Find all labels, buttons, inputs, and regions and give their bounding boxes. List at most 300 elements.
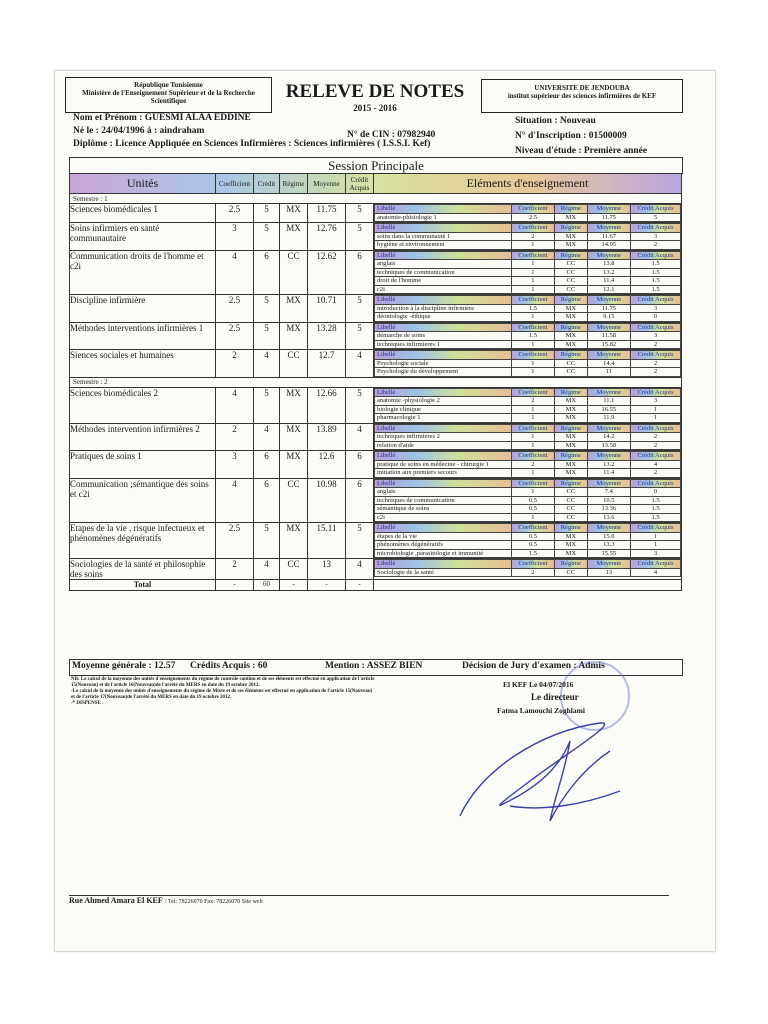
element-name: anglais — [375, 488, 512, 497]
unit-name: Pratiques de soins 1 — [70, 451, 216, 479]
transcript-sheet — [54, 70, 716, 952]
unit-average: 12.66 — [308, 387, 346, 423]
unit-regime: MX — [280, 387, 308, 423]
element-row — [375, 260, 681, 269]
col-moyenne: Moyenne — [308, 174, 346, 194]
sub-col-coefficient: Coefficient — [511, 251, 554, 260]
unit-credit: 5 — [254, 322, 280, 350]
unit-name: Sociologies de la santé et philosophie des soins — [70, 559, 216, 580]
element-average: 13.2 — [587, 460, 630, 469]
sub-col-libelle: Libellé — [375, 224, 512, 233]
unit-regime: CC — [280, 350, 308, 378]
col-regime: Régime — [280, 174, 308, 194]
element-coefficient: 1 — [511, 260, 554, 269]
element-credit: 1.5 — [631, 260, 681, 269]
sub-col-regime: Régime — [555, 251, 588, 260]
col-credit-acquis: Crédit Acquis — [346, 174, 374, 194]
sub-col-moyenne: Moyenne — [587, 452, 630, 461]
unit-row — [70, 295, 682, 323]
unit-coefficient: 2.5 — [216, 204, 254, 223]
element-row — [375, 241, 681, 250]
element-credit: 4 — [631, 568, 681, 577]
sub-col-coefficient: Coefficient — [511, 524, 554, 533]
element-coefficient: 0.5 — [511, 505, 554, 514]
unit-coefficient: 3 — [216, 223, 254, 251]
unit-average: 13.89 — [308, 423, 346, 451]
sub-col-moyenne: Moyenne — [587, 524, 630, 533]
elements-header — [375, 479, 681, 488]
element-regime: CC — [555, 277, 588, 286]
element-credit: 1.5 — [631, 285, 681, 294]
element-credit: 3 — [631, 332, 681, 341]
element-average: 13.8 — [587, 260, 630, 269]
element-name: c2i — [375, 285, 512, 294]
sub-col-libelle: Libellé — [375, 388, 512, 397]
element-name: initiation aux premiers secours — [375, 469, 512, 478]
element-average: 13.58 — [587, 441, 630, 450]
element-row — [375, 541, 681, 550]
elements-header — [375, 560, 681, 569]
sub-col-coefficient: Coefficient — [511, 323, 554, 332]
handwritten-signature — [450, 711, 630, 831]
sub-col-coefficient: Coefficient — [511, 224, 554, 233]
element-coefficient: 1 — [511, 340, 554, 349]
element-name: droit de l'homme — [375, 277, 512, 286]
element-regime: MX — [555, 460, 588, 469]
unit-name: Sciences biomédicales 2 — [70, 387, 216, 423]
element-name: déontologie -éthique — [375, 313, 512, 322]
element-average: 11.67 — [587, 232, 630, 241]
element-average: 15.82 — [587, 340, 630, 349]
element-row — [375, 505, 681, 514]
unit-coefficient: 2 — [216, 423, 254, 451]
elements-cell — [374, 250, 682, 295]
element-row — [375, 460, 681, 469]
elements-cell — [374, 451, 682, 479]
elements-cell — [374, 322, 682, 350]
unit-row — [70, 350, 682, 378]
sub-col-credit: Crédit Acquis — [631, 424, 681, 433]
grades-table — [69, 173, 682, 591]
col-elements: Eléments d'enseignement — [374, 174, 682, 194]
unit-credit: 5 — [254, 204, 280, 223]
unit-regime: MX — [280, 295, 308, 323]
unit-credit-acquired: 5 — [346, 387, 374, 423]
element-credit: 1 — [631, 541, 681, 550]
unit-coefficient: 2 — [216, 350, 254, 378]
sub-col-coefficient: Coefficient — [511, 296, 554, 305]
elements-cell — [374, 387, 682, 423]
semester-row — [70, 194, 682, 204]
unit-regime: MX — [280, 204, 308, 223]
elements-header — [375, 224, 681, 233]
sub-col-credit: Crédit Acquis — [631, 205, 681, 214]
unit-credit: 4 — [254, 559, 280, 580]
element-name: techniques de communication — [375, 268, 512, 277]
elements-table — [374, 424, 681, 451]
element-name: étapes de la vie — [375, 532, 512, 541]
republic-text: République Tunisienne — [134, 81, 203, 89]
element-coefficient: 2 — [511, 397, 554, 406]
student-situation: Situation : Nouveau — [515, 116, 596, 126]
element-credit: 1.5 — [631, 505, 681, 514]
element-regime: CC — [555, 488, 588, 497]
element-coefficient: 1 — [511, 359, 554, 368]
sub-col-libelle: Libellé — [375, 524, 512, 533]
unit-average: 12.7 — [308, 350, 346, 378]
element-name: c2i — [375, 513, 512, 522]
element-coefficient: 1 — [511, 268, 554, 277]
note-line: -Le calcul de la moyenne des unités d'enseignements du régime de Mixte et de ses éléments est effectué en application de l'article 15(Nouveau) — [71, 689, 373, 694]
element-average: 16.55 — [587, 405, 630, 414]
element-regime: CC — [555, 568, 588, 577]
unit-average: 10.98 — [308, 478, 346, 523]
unit-row — [70, 451, 682, 479]
element-name: Psychologie sociale — [375, 359, 512, 368]
element-row — [375, 232, 681, 241]
elements-header — [375, 251, 681, 260]
unit-average: 11.75 — [308, 204, 346, 223]
elements-header — [375, 296, 681, 305]
element-credit: 2 — [631, 469, 681, 478]
sub-col-moyenne: Moyenne — [587, 205, 630, 214]
unit-coefficient: 4 — [216, 250, 254, 295]
unit-credit: 6 — [254, 478, 280, 523]
unit-average: 12.62 — [308, 250, 346, 295]
academic-year: 2015 - 2016 — [353, 103, 397, 113]
element-credit: 4 — [631, 460, 681, 469]
unit-regime: CC — [280, 559, 308, 580]
page-title: RELEVE DE NOTES — [285, 81, 465, 102]
sub-col-regime: Régime — [555, 323, 588, 332]
element-regime: MX — [555, 232, 588, 241]
total-credit-acquired: - — [346, 580, 374, 591]
unit-name: Etapes de la vie , risque infectueux et phénomènes dégénératifs — [70, 523, 216, 559]
sub-col-credit: Crédit Acquis — [631, 479, 681, 488]
session-title: Session Principale — [69, 157, 683, 174]
unit-credit: 4 — [254, 350, 280, 378]
element-row — [375, 313, 681, 322]
university-name: UNIVERSITE DE JENDOUBA — [534, 84, 630, 92]
total-label: Total — [70, 580, 216, 591]
element-row — [375, 532, 681, 541]
sub-col-libelle: Libellé — [375, 424, 512, 433]
col-credit: Crédit — [254, 174, 280, 194]
unit-credit: 4 — [254, 423, 280, 451]
element-credit: 1 — [631, 405, 681, 414]
total-average: - — [308, 580, 346, 591]
unit-credit-acquired: 5 — [346, 523, 374, 559]
element-regime: CC — [555, 505, 588, 514]
element-regime: CC — [555, 359, 588, 368]
element-average: 13 — [587, 568, 630, 577]
ministry-text-2: Scientifique — [150, 97, 187, 105]
sub-col-libelle: Libellé — [375, 479, 512, 488]
element-name: relation d'aide — [375, 441, 512, 450]
sub-col-regime: Régime — [555, 388, 588, 397]
element-row — [375, 340, 681, 349]
unit-row — [70, 223, 682, 251]
element-credit: 3 — [631, 549, 681, 558]
university-box — [481, 79, 683, 113]
element-credit: 1 — [631, 532, 681, 541]
element-row — [375, 441, 681, 450]
element-credit: 1.5 — [631, 496, 681, 505]
sub-col-moyenne: Moyenne — [587, 296, 630, 305]
footer-contact: / Tel: 78226070 Fax: 78226070 Site web — [164, 899, 263, 905]
unit-average: 12.6 — [308, 451, 346, 479]
element-row — [375, 213, 681, 222]
element-coefficient: 0.5 — [511, 532, 554, 541]
sub-col-moyenne: Moyenne — [587, 388, 630, 397]
element-name: introduction à la discipline infirmière — [375, 304, 512, 313]
sub-col-moyenne: Moyenne — [587, 224, 630, 233]
unit-regime: MX — [280, 322, 308, 350]
sub-col-regime: Régime — [555, 351, 588, 360]
unit-credit-acquired: 4 — [346, 350, 374, 378]
unit-credit-acquired: 5 — [346, 223, 374, 251]
sub-col-moyenne: Moyenne — [587, 251, 630, 260]
element-average: 11 — [587, 368, 630, 377]
element-average: 11.75 — [587, 304, 630, 313]
element-coefficient: 2 — [511, 460, 554, 469]
element-average: 14.95 — [587, 241, 630, 250]
elements-table — [374, 350, 681, 377]
unit-regime: MX — [280, 223, 308, 251]
unit-row — [70, 523, 682, 559]
element-credit: 3 — [631, 232, 681, 241]
unit-average: 10.71 — [308, 295, 346, 323]
element-name: sémantique de soins — [375, 505, 512, 514]
sub-col-credit: Crédit Acquis — [631, 323, 681, 332]
element-coefficient: 1 — [511, 285, 554, 294]
element-credit: 1.5 — [631, 268, 681, 277]
unit-credit: 5 — [254, 387, 280, 423]
sub-col-credit: Crédit Acquis — [631, 251, 681, 260]
sub-col-libelle: Libellé — [375, 205, 512, 214]
element-credit: 1.5 — [631, 277, 681, 286]
unit-name: Soins infirmiers en santé communautaire — [70, 223, 216, 251]
element-row — [375, 359, 681, 368]
sub-col-coefficient: Coefficient — [511, 388, 554, 397]
element-row — [375, 414, 681, 423]
footer — [69, 896, 263, 905]
student-birth: Né le : 24/04/1996 à : aindraham — [73, 126, 205, 136]
institute-name: institut supérieur des sciences infirmières de KEF — [507, 92, 657, 100]
sub-col-libelle: Libellé — [375, 296, 512, 305]
element-average: 11.1 — [587, 397, 630, 406]
element-name: démarche de soins — [375, 332, 512, 341]
elements-cell — [374, 350, 682, 378]
unit-name: Discipline infirmière — [70, 295, 216, 323]
elements-header — [375, 205, 681, 214]
element-coefficient: 0.5 — [511, 541, 554, 550]
element-regime: CC — [555, 268, 588, 277]
element-row — [375, 488, 681, 497]
elements-header — [375, 424, 681, 433]
unit-credit-acquired: 5 — [346, 322, 374, 350]
unit-regime: MX — [280, 423, 308, 451]
sub-col-moyenne: Moyenne — [587, 479, 630, 488]
element-row — [375, 469, 681, 478]
sub-col-coefficient: Coefficient — [511, 205, 554, 214]
unit-row — [70, 250, 682, 295]
element-average: 11.4 — [587, 469, 630, 478]
unit-regime: CC — [280, 478, 308, 523]
elements-table — [374, 204, 681, 222]
element-average: 13.6 — [587, 513, 630, 522]
sub-col-moyenne: Moyenne — [587, 323, 630, 332]
sub-col-regime: Régime — [555, 560, 588, 569]
total-coefficient: - — [216, 580, 254, 591]
element-name: techniques infirmieres 2 — [375, 433, 512, 442]
unit-average: 13 — [308, 559, 346, 580]
element-row — [375, 568, 681, 577]
element-coefficient: 1 — [511, 313, 554, 322]
semester-label: Semestre : 2 — [70, 377, 682, 387]
element-name: soins dans la communauté 1 — [375, 232, 512, 241]
sub-col-credit: Crédit Acquis — [631, 452, 681, 461]
unit-regime: MX — [280, 523, 308, 559]
sub-col-credit: Crédit Acquis — [631, 388, 681, 397]
element-credit: 1.5 — [631, 513, 681, 522]
unit-credit-acquired: 6 — [346, 250, 374, 295]
elements-cell — [374, 559, 682, 580]
student-level: Niveau d'étude : Première année — [515, 146, 648, 156]
sub-col-moyenne: Moyenne — [587, 351, 630, 360]
element-coefficient: 1.5 — [511, 549, 554, 558]
element-average: 14.4 — [587, 359, 630, 368]
element-regime: CC — [555, 285, 588, 294]
element-coefficient: 1.5 — [511, 332, 554, 341]
element-row — [375, 277, 681, 286]
elements-cell — [374, 223, 682, 251]
element-average: 11.75 — [587, 213, 630, 222]
unit-regime: CC — [280, 250, 308, 295]
sub-col-coefficient: Coefficient — [511, 452, 554, 461]
unit-credit-acquired: 6 — [346, 451, 374, 479]
element-average: 9.15 — [587, 313, 630, 322]
unit-credit: 6 — [254, 451, 280, 479]
unit-row — [70, 204, 682, 223]
student-cin: N° de CIN : 07982940 — [347, 130, 436, 140]
sub-col-libelle: Libellé — [375, 251, 512, 260]
element-row — [375, 397, 681, 406]
element-credit: 1 — [631, 414, 681, 423]
element-average: 13.3 — [587, 541, 630, 550]
element-regime: CC — [555, 368, 588, 377]
element-average: 10.5 — [587, 496, 630, 505]
unit-average: 15.11 — [308, 523, 346, 559]
element-row — [375, 285, 681, 294]
element-credit: 2 — [631, 433, 681, 442]
element-name: microbiologie ,parasitologie et immunité — [375, 549, 512, 558]
element-name: hygiène et environnement — [375, 241, 512, 250]
element-regime: MX — [555, 541, 588, 550]
unit-coefficient: 4 — [216, 478, 254, 523]
total-elements — [374, 580, 682, 591]
signature-name: Fatma Lamouchi Zoghlami — [497, 706, 585, 715]
sub-col-credit: Crédit Acquis — [631, 560, 681, 569]
sub-col-coefficient: Coefficient — [511, 351, 554, 360]
semester-label: Semestre : 1 — [70, 194, 682, 204]
element-credit: 2 — [631, 340, 681, 349]
element-average: 14.2 — [587, 433, 630, 442]
element-coefficient: 1 — [511, 405, 554, 414]
credits-acquired: Crédits Acquis : 60 — [190, 661, 268, 671]
unit-coefficient: 2.5 — [216, 523, 254, 559]
sub-col-credit: Crédit Acquis — [631, 224, 681, 233]
note-line: NB: Le calcul de la moyenne des unités d'enseignements du régime de contrôle continu et de ses éléments est effectué en application de l'article — [71, 677, 375, 682]
unit-regime: MX — [280, 451, 308, 479]
unit-row — [70, 423, 682, 451]
element-coefficient: 1 — [511, 241, 554, 250]
elements-header — [375, 351, 681, 360]
unit-name: Communication ;sémantique des soins et c2i — [70, 478, 216, 523]
unit-credit: 5 — [254, 295, 280, 323]
sub-col-coefficient: Coefficient — [511, 560, 554, 569]
signature-place-date: El KEF Le 04/07/2016 — [503, 680, 574, 689]
element-regime: MX — [555, 414, 588, 423]
element-regime: MX — [555, 532, 588, 541]
element-name: biologie clinique — [375, 405, 512, 414]
total-regime: - — [280, 580, 308, 591]
sub-col-credit: Crédit Acquis — [631, 524, 681, 533]
element-credit: 0 — [631, 488, 681, 497]
sub-col-regime: Régime — [555, 224, 588, 233]
col-unites: Unités — [70, 174, 216, 194]
unit-credit: 5 — [254, 223, 280, 251]
element-name: anatomie-phisiologie 1 — [375, 213, 512, 222]
elements-table — [374, 251, 681, 295]
element-regime: MX — [555, 340, 588, 349]
element-regime: MX — [555, 405, 588, 414]
elements-cell — [374, 478, 682, 523]
element-coefficient: 1 — [511, 414, 554, 423]
element-average: 11.4 — [587, 277, 630, 286]
element-average: 11.9 — [587, 414, 630, 423]
element-name: Sociologie de la santé — [375, 568, 512, 577]
element-row — [375, 433, 681, 442]
elements-header — [375, 388, 681, 397]
elements-table — [374, 523, 681, 558]
elements-header — [375, 452, 681, 461]
elements-table — [374, 479, 681, 523]
unit-credit: 6 — [254, 250, 280, 295]
element-row — [375, 405, 681, 414]
element-row — [375, 304, 681, 313]
element-name: anglais — [375, 260, 512, 269]
elements-cell — [374, 423, 682, 451]
element-coefficient: 1 — [511, 488, 554, 497]
student-name: Nom et Prénom : GUESMI ALAA EDDINE — [73, 113, 251, 123]
element-row — [375, 549, 681, 558]
sub-col-moyenne: Moyenne — [587, 560, 630, 569]
element-credit: 3 — [631, 397, 681, 406]
unit-average: 13.28 — [308, 322, 346, 350]
element-coefficient: 2.5 — [511, 213, 554, 222]
elements-table — [374, 323, 681, 350]
unit-row — [70, 478, 682, 523]
element-average: 13.2 — [587, 268, 630, 277]
note-line: et de l'article 17(Nouveau)de l'arrêté du MERS en date du 19 octobre 2012. — [71, 695, 232, 700]
element-coefficient: 1 — [511, 441, 554, 450]
unit-coefficient: 2 — [216, 559, 254, 580]
sub-col-regime: Régime — [555, 205, 588, 214]
element-coefficient: 1 — [511, 433, 554, 442]
elements-table — [374, 451, 681, 478]
element-credit: 0 — [631, 313, 681, 322]
